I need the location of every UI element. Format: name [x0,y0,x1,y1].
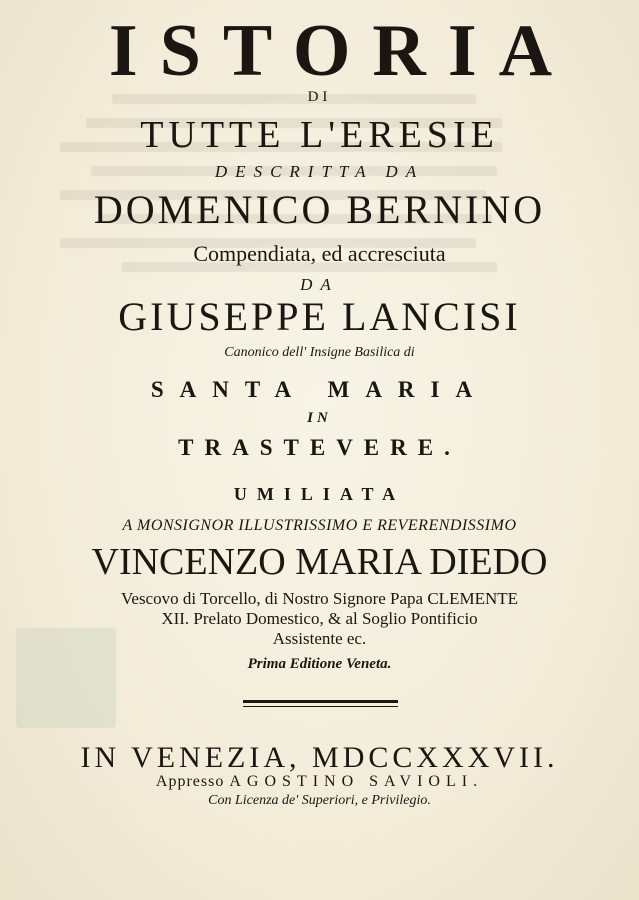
dedication-line: A MONSIGNOR ILLUSTRISSIMO E REVERENDISSIMO [122,517,517,534]
editor-name: GIUSEPPE LANCISI [118,294,521,339]
edition-statement: Prima Editione Veneta. [247,656,392,672]
editor-title: Canonico dell' Insigne Basilica di [224,345,415,360]
compendiata-line: Compendiata, ed accresciuta [193,241,446,266]
book-subject: TUTTE L'ERESIE [140,114,499,156]
dedicatee-role-line-2: XII. Prelato Domestico, & al Soglio Pontificio [161,609,478,628]
printer-name: AGOSTINO SAVIOLI. [229,773,484,790]
appresso-word: Appresso [155,773,225,790]
church-location: TRASTEVERE. [178,435,461,460]
church-name: SANTA MARIA [150,377,489,402]
title-connector-di: DI [307,89,332,105]
book-title: ISTORIA [108,10,575,92]
dedicatee-role-line-1: Vescovo di Torcello, di Nostro Signore Papa CLEMENTE [121,589,518,608]
imprint-printer-line [0,774,639,790]
da-label: DA [300,275,339,294]
author-name: DOMENICO BERNINO [93,187,546,232]
double-rule-thick [243,700,398,703]
church-in: IN [307,410,332,426]
license-line: Con Licenza de' Superiori, e Privilegio. [208,793,431,808]
double-rule-thin [243,706,398,707]
dedicatee-role-line-3: Assistente ec. [272,629,367,648]
umiliata-label: UMILIATA [233,484,406,504]
descritta-da-label: DESCRITTA DA [214,162,425,181]
dedicatee-name: VINCENZO MARIA DIEDO [91,541,548,583]
imprint-place-date: IN VENEZIA, MDCCXXXVII. [80,741,559,774]
